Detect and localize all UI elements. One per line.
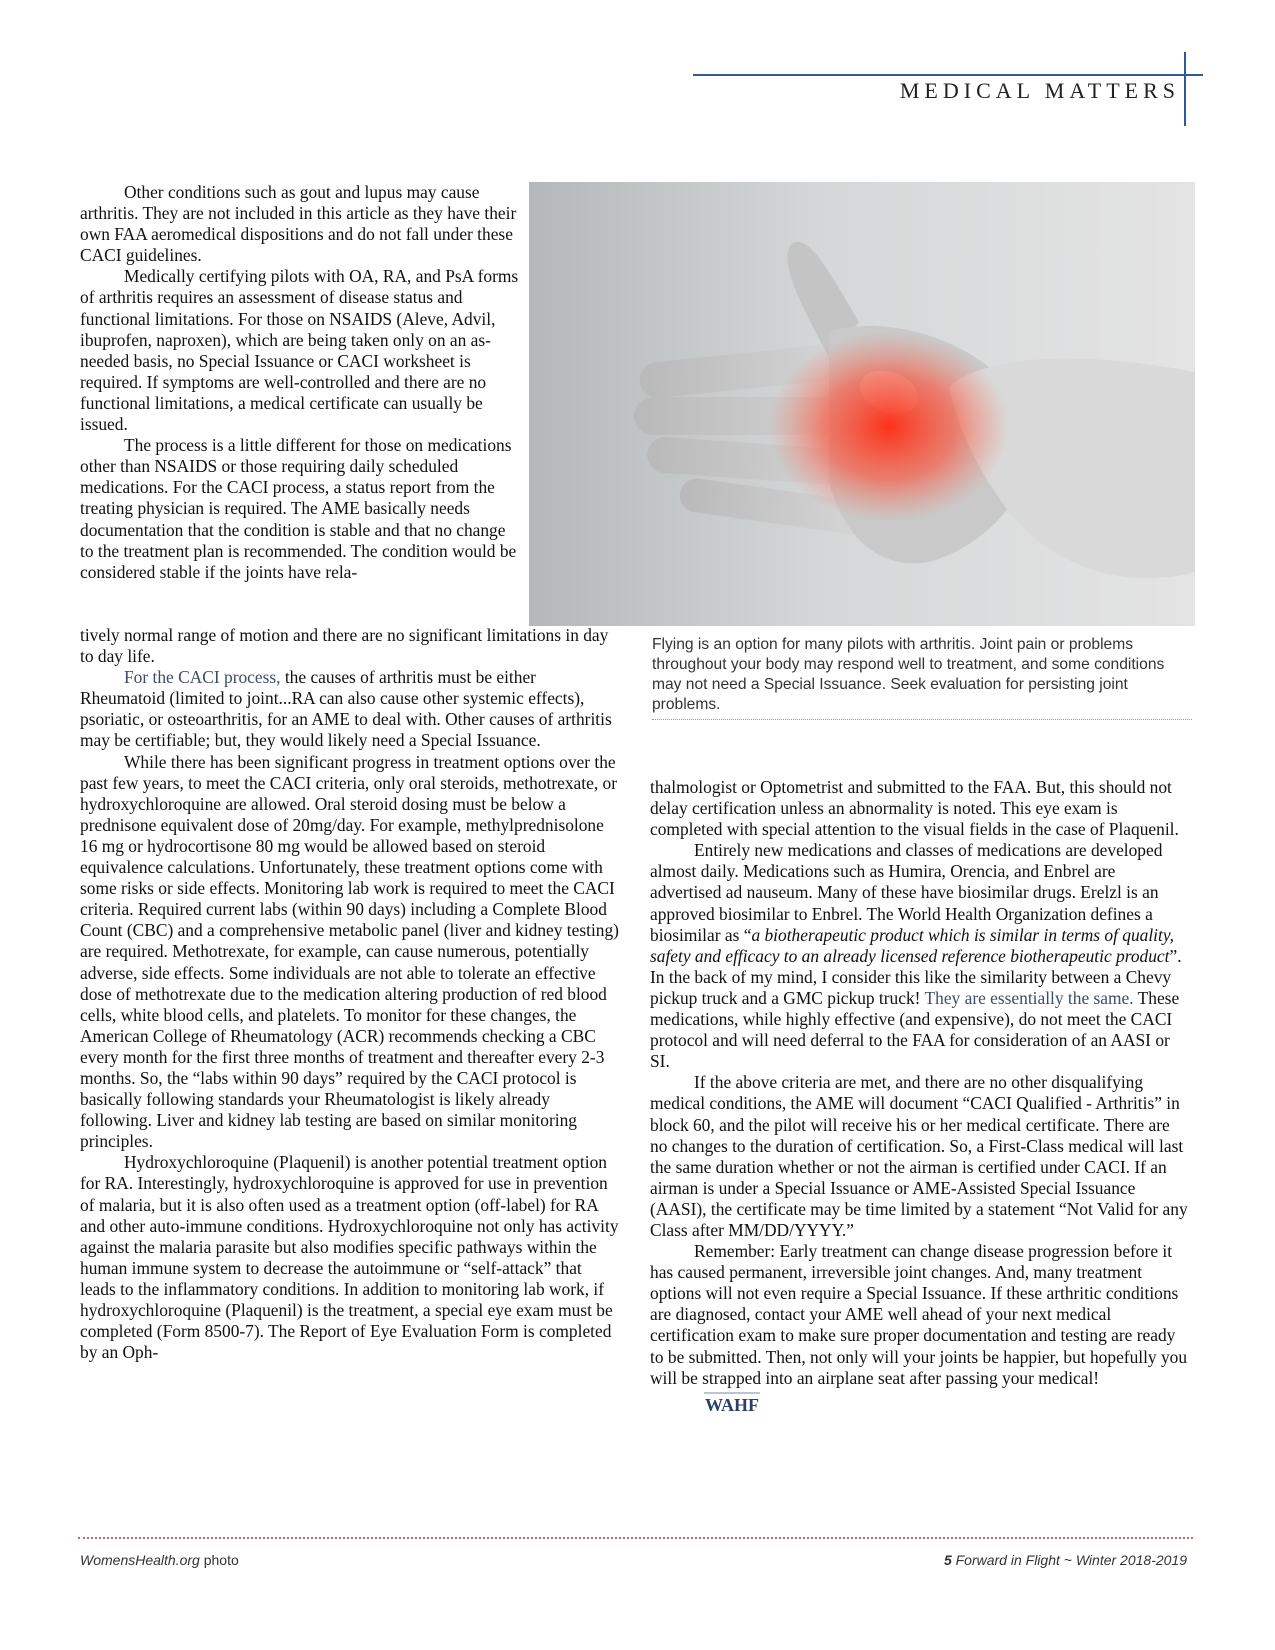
text-run: the causes of arthritis must be either Rheumatoid (limited to joint...RA can also cause other systemic effects), psoriatic, or osteoarthritis, for an AME to deal with. Other causes of arthritis may be certifiable; but, they would likely need a Special Issuance. — [80, 667, 612, 751]
wahf-logo — [656, 1389, 764, 1420]
text-run: These medications, while highly effective (and expensive), do not meet the CACI protocol and will need deferral to the FAA for consideration of an AASI or SI. — [650, 987, 1180, 1072]
text-run: Remember: Early treatment can change disease progression before it has caused permanent, irreversible joint changes. And, many treatment options will not even require a Special Issuance. If these arthritic conditions are diagnosed, contact your AME well ahead of your next medical certification exam to make sure proper documentation and testing are ready to be submitted. Then, not only will your joints be happier, but hopefully you will be strapped into an airplane seat after passing your medical! — [650, 1241, 1188, 1388]
publication-title: Forward in Flight ~ Winter 2018-2019 — [951, 1552, 1187, 1568]
article-column-left-top — [80, 182, 520, 583]
text-run: For the CACI process, — [124, 667, 281, 688]
page-number: 5 — [943, 1552, 952, 1568]
text-run: They are essentially the same. — [924, 987, 1134, 1008]
paragraph: Other conditions such as gout and lupus may cause arthritis. They are not included in this article as they have their own FAA aeromedical dispositions and do not fall under these CACI guidelines. — [80, 182, 517, 266]
arthritis-hand-photo — [529, 182, 1195, 626]
photo-credit-source: WomensHealth.org — [80, 1552, 200, 1568]
biosimilar-definition: a biotherapeutic product which is similar in terms of quality, safety and efficacy to an already licensed reference biotherapeutic product — [650, 924, 1174, 966]
header-rule-vertical — [1184, 52, 1186, 126]
paragraph — [650, 840, 1190, 1072]
section-title: MEDICAL MATTERS — [899, 78, 1180, 103]
wahf-logo-text: WAHF — [705, 1394, 759, 1415]
paragraph: tively normal range of motion and there are no significant limitations in day to day life. — [80, 625, 609, 667]
header-rule — [693, 74, 1203, 76]
paragraph: Medically certifying pilots with OA, RA, and PsA forms of arthritis requires an assessment of disease status and functional limitations. For those on NSAIDS (Aleve, Advil, ibuprofen, naproxen), which are being taken only on an as-needed basis, no Special Issuance or CACI worksheet is required. If symptoms are well-controlled and there are no functional limitations, a medical certificate can usually be issued. — [80, 266, 519, 435]
article-column-right — [650, 777, 1190, 1420]
paragraph: If the above criteria are met, and there are no other disqualifying medical conditions, the AME will document “CACI Qualified - Arthritis” in block 60, and the pilot will receive his or her medical certificate. There are no changes to the duration of certification. So, a First-Class medical will last the same duration whether or not the airman is certified under CACI. If an airman is under a Special Issuance or AME-Assisted Special Issuance (AASI), the certificate may be time limited by a statement “Not Valid for any Class after MM/DD/YYYY.” — [650, 1072, 1188, 1240]
photo-credit — [80, 1552, 239, 1568]
hand-illustration — [529, 182, 1195, 626]
text-run: Entirely new medications and classes of medications are developed almost daily. Medications such as Humira, Orencia, and Enbrel are advertised ad nauseum. Many of these have biosimilar drugs. Erelzl is an approved biosimilar to Enbrel. The World Health Organization defines a biosimilar as “ — [650, 840, 1163, 945]
article-column-left-bottom — [80, 625, 620, 1363]
paragraph — [650, 1241, 1190, 1420]
paragraph: thalmologist or Optometrist and submitted to the FAA. But, this should not delay certification unless an abnormality is noted. This eye exam is completed with special attention to the visual fields in the case of Plaquenil. — [650, 777, 1179, 840]
photo-caption: Flying is an option for many pilots with arthritis. Joint pain or problems throughout your body may respond well to treatment, and some conditions may not need a Special Issuance. Seek evaluation for persisting joint problems. — [652, 636, 1165, 713]
photo-credit-suffix: photo — [199, 1552, 239, 1568]
footer-divider — [78, 1537, 1193, 1539]
text-run: ”. In the back of my mind, I consider this like the similarity between a Chevy pickup truck and a GMC pickup truck! — [650, 945, 1182, 1008]
paragraph: The process is a little different for those on medications other than NSAIDS or those requiring daily scheduled medications. For the CACI process, a status report from the treating physician is required. The AME basically needs documentation that the condition is stable and that no change to the treatment plan is recommended. The condition would be considered stable if the joints have rela- — [80, 435, 517, 582]
page-footer — [944, 1552, 1187, 1568]
paragraph: Hydroxychloroquine (Plaquenil) is another potential treatment option for RA. Interestingly, hydroxychloroquine is approved for use in prevention of malaria, but it is also often used as a treatment option (off-label) for RA and other auto-immune conditions. Hydroxychloroquine not only has activity against the malaria parasite but also modifies specific pathways within the human immune system to decrease the autoimmune or “self-attack” that leads to the inflammatory conditions. In addition to monitoring lab work, if hydroxychloroquine (Plaquenil) is the treatment, a special eye exam must be completed (Form 8500-7). The Report of Eye Evaluation Form is completed by an Oph- — [80, 1152, 619, 1363]
caption-divider — [652, 719, 1192, 720]
paragraph: While there has been significant progress in treatment options over the past few years, to meet the CACI criteria, only oral steroids, methotrexate, or hydroxychloroquine are allowed. Oral steroid dosing must be below a prednisone equivalent dose of 20mg/day. For example, methylprednisolone 16 mg or hydrocortisone 80 mg would be allowed based on steroid equivalence calculations. Unfortunately, these treatment options come with some risks or side effects. Monitoring lab work is required to meet the CACI criteria. Required current labs (within 90 days) including a Complete Blood Count (CBC) and a comprehensive metabolic panel (liver and kidney testing) are required. Methotrexate, for example, can cause numerous, potentially adverse, side effects. Some individuals are not able to tolerate an effective dose of methotrexate due to the medication altering production of red blood cells, white blood cells, and platelets. To monitor for these changes, the American College of Rheumatology (ACR) recommends checking a CBC every month for the first three months of treatment and thereafter every 2-3 months. So, the “labs within 90 days” required by the CACI protocol is basically following standards your Rheumatologist is likely already following. Liver and kidney lab testing are based on similar monitoring principles. — [80, 751, 619, 1152]
paragraph — [80, 667, 620, 751]
